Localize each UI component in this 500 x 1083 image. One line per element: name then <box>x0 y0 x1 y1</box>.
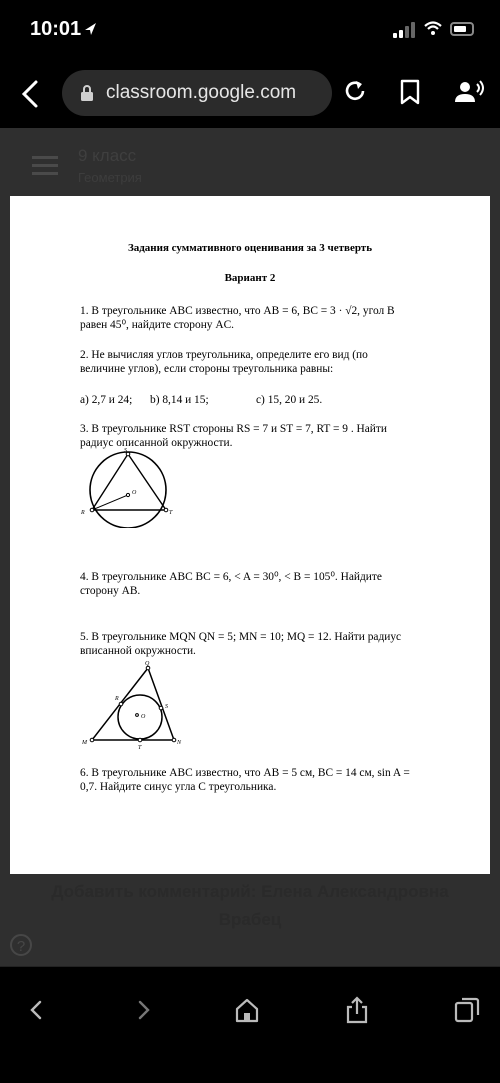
task-2 <box>80 348 456 376</box>
nav-back-icon[interactable] <box>22 995 52 1025</box>
task-1 <box>80 304 456 332</box>
home-icon[interactable] <box>232 995 262 1025</box>
inscribed-circle-figure <box>82 658 192 752</box>
lock-icon <box>80 84 94 102</box>
menu-icon[interactable] <box>32 156 58 176</box>
task-6-line-1: 6. В треугольнике ABC известно, что AB = 5 см, BC = 14 см, sin A = <box>80 767 410 779</box>
address-bar[interactable] <box>62 70 332 116</box>
add-comment-link[interactable] <box>0 878 500 934</box>
task-5-line-2: вписанной окружности. <box>80 645 196 657</box>
location-arrow-icon <box>83 22 97 36</box>
fig2-label-o: O <box>141 714 146 720</box>
fig2-label-s: S <box>165 704 168 710</box>
back-icon[interactable] <box>16 74 46 114</box>
task-3-line-2: радиус описанной окружности. <box>80 437 233 449</box>
task-3-line-1: 3. В треугольнике RST стороны RS = 7 и ST = 7, RT = 9 . Найти <box>80 423 387 435</box>
fig1-label-s: S <box>124 448 127 454</box>
task-2-option-c: c) 15, 20 и 25. <box>256 394 323 406</box>
fig1-label-r: R <box>81 510 85 516</box>
url-text: classroom.google.com <box>106 82 297 103</box>
task-2-option-a: a) 2,7 и 24; <box>80 394 133 406</box>
browser-toolbar <box>0 60 500 128</box>
fig1-label-o: O <box>132 490 137 496</box>
wifi-icon <box>424 20 442 36</box>
circumscribed-circle-figure <box>78 448 188 528</box>
task-6-line-2: 0,7. Найдите синус угла C треугольника. <box>80 781 277 793</box>
task-2-line-2: величине углов), если стороны треугольника равны: <box>80 363 334 375</box>
shared-users-icon[interactable] <box>452 78 486 106</box>
comment-line-2: Врабец <box>218 910 282 929</box>
task-2-line-1: 2. Не вычисляя углов треугольника, определите его вид (по <box>80 349 368 361</box>
fig2-label-n: N <box>177 740 182 746</box>
fig2-label-r: R <box>115 696 119 702</box>
document-variant: Вариант 2 <box>224 272 276 284</box>
status-bar <box>0 0 500 60</box>
document-preview[interactable] <box>10 196 490 874</box>
task-4 <box>80 570 456 598</box>
browser-bottom-bar <box>0 966 500 1083</box>
task-6 <box>80 766 456 794</box>
battery-icon <box>450 22 474 36</box>
task-4-line-2: сторону AB. <box>80 585 141 597</box>
task-3 <box>80 422 456 450</box>
tabs-icon[interactable] <box>452 995 482 1025</box>
task-5 <box>80 630 456 658</box>
task-4-line-1: 4. В треугольнике ABC BC = 6, < A = 30⁰, < B = 105⁰. Найдите <box>80 571 382 583</box>
share-icon[interactable] <box>342 995 372 1025</box>
fig1-label-t: T <box>169 510 173 516</box>
status-time: 10:01 <box>30 18 82 40</box>
document-title: Задания суммативного оценивания за 3 четверть <box>127 242 373 254</box>
class-subject: Геометрия <box>78 170 142 185</box>
fig2-label-q: Q <box>145 661 150 667</box>
signal-icon <box>393 22 415 38</box>
help-icon[interactable]: ? <box>10 934 32 956</box>
nav-forward-icon[interactable] <box>128 995 158 1025</box>
fig2-label-t: T <box>138 745 142 751</box>
task-5-line-1: 5. В треугольнике MQN QN = 5; MN = 10; MQ = 12. Найти радиус <box>80 631 402 643</box>
class-name: 9 класс <box>78 146 137 165</box>
fig2-label-m: M <box>82 740 87 746</box>
comment-line-1: Добавить комментарий: Елена Александровна <box>51 882 449 901</box>
task-1-line-2: равен 45⁰, найдите сторону AC. <box>80 319 235 331</box>
task-2-option-b: b) 8,14 и 15; <box>150 394 209 406</box>
bookmark-icon[interactable] <box>398 78 422 106</box>
task-1-line-1: 1. В треугольнике АВС известно, что AB = 6, BC = 3 · √2, угол B <box>80 305 395 317</box>
reload-icon[interactable] <box>342 78 368 104</box>
